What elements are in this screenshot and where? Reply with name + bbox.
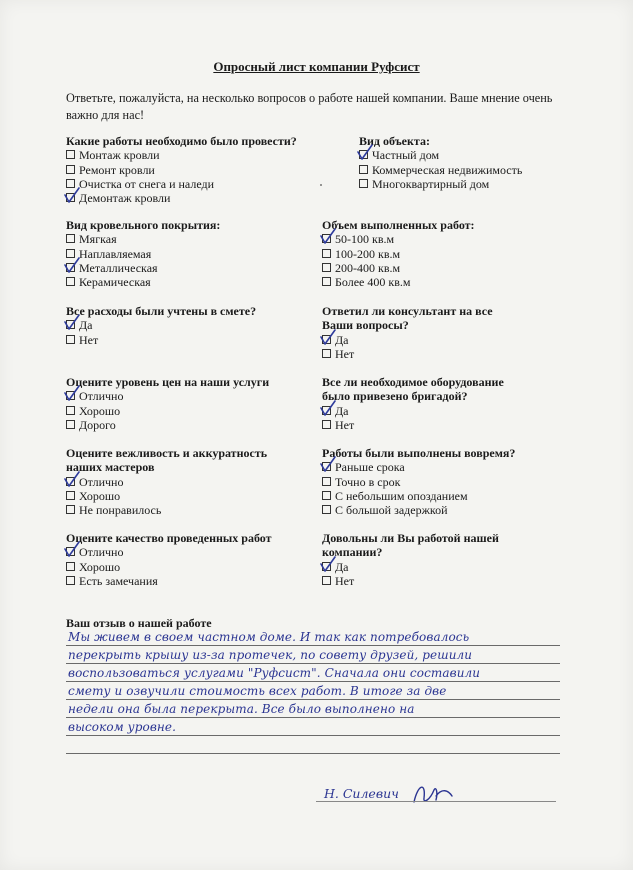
option-label: Точно в срок: [335, 474, 401, 489]
checkbox[interactable]: [66, 193, 75, 202]
checkbox[interactable]: [322, 462, 331, 471]
checkbox[interactable]: [66, 477, 75, 486]
option-200-400[interactable]: [322, 261, 475, 275]
checkbox[interactable]: [66, 491, 75, 500]
checkbox[interactable]: [66, 249, 75, 258]
checkbox[interactable]: [66, 420, 75, 429]
option-good[interactable]: [66, 404, 269, 418]
question-roof-type: [66, 218, 220, 289]
question-heading: Оцените уровень цен на наши услуги: [66, 375, 270, 389]
review-line-divider: [66, 735, 560, 736]
checkbox[interactable]: [66, 320, 75, 329]
checkbox[interactable]: [322, 505, 331, 514]
option-yes[interactable]: [66, 318, 256, 332]
option-50-100[interactable]: [322, 232, 475, 246]
question-heading-line1: Довольны ли Вы работой нашей: [322, 531, 499, 545]
option-label: Керамическая: [79, 275, 151, 290]
checkbox[interactable]: [359, 179, 368, 188]
option-label: 50-100 кв.м: [335, 232, 395, 247]
review-line-divider: [66, 699, 560, 700]
checkbox[interactable]: [66, 165, 75, 174]
question-satisfied: [322, 531, 499, 588]
option-label: Очистка от снега и наледи: [79, 176, 215, 191]
option-label: Многоквартирный дом: [372, 176, 490, 191]
question-work: [66, 134, 297, 205]
option-label: Да: [335, 403, 349, 418]
review-handwriting-line: смету и озвучили стоимость всех работ. В итоге за две: [68, 684, 447, 698]
signature-name: Н. Силевич: [324, 786, 399, 801]
checkbox[interactable]: [66, 505, 75, 514]
checkbox[interactable]: [322, 263, 331, 272]
question-heading-line1: Все ли необходимое оборудование: [322, 375, 504, 389]
option-disliked[interactable]: [66, 503, 267, 517]
option-big-delay[interactable]: [322, 503, 515, 517]
option-excellent[interactable]: [66, 545, 272, 559]
question-heading: Вид объекта:: [359, 134, 430, 148]
title-text: Опросный лист компании Руфсист: [213, 59, 420, 74]
review-line-divider: [66, 681, 560, 682]
checkbox[interactable]: [359, 165, 368, 174]
option-label: Более 400 кв.м: [335, 275, 411, 290]
option-label: С небольшим опозданием: [335, 488, 468, 503]
option-good[interactable]: [66, 560, 272, 574]
review-handwriting-line: Мы живем в своем частном доме. И так как потребовалось: [68, 630, 470, 644]
checkbox[interactable]: [322, 477, 331, 486]
checkbox[interactable]: [66, 263, 75, 272]
checkbox[interactable]: [66, 179, 75, 188]
option-yes[interactable]: [322, 560, 499, 574]
question-prices: [66, 375, 269, 432]
intro-text: Ответьте, пожалуйста, на несколько вопросов о работе нашей компании. Ваше мнение очень важно для нас!: [66, 91, 553, 122]
checkbox[interactable]: [66, 562, 75, 571]
question-heading: Все расходы были учтены в смете?: [66, 304, 257, 318]
speck: [320, 184, 322, 186]
option-label: Хорошо: [79, 488, 121, 503]
option-label: Ремонт кровли: [79, 162, 155, 177]
option-roof-repair[interactable]: [66, 163, 297, 177]
question-expenses: [66, 304, 256, 347]
checkbox[interactable]: [322, 277, 331, 286]
question-heading-line1: Ответил ли консультант на все: [322, 304, 493, 318]
option-label: Отлично: [79, 389, 124, 404]
option-label: Раньше срока: [335, 460, 405, 475]
question-heading-line1: Оцените вежливость и аккуратность: [66, 446, 268, 460]
option-label: Нет: [335, 417, 355, 432]
question-heading-line2: компании?: [322, 545, 383, 560]
question-consultant: [322, 304, 493, 361]
option-label: Да: [79, 318, 93, 333]
review-line-divider: [66, 645, 560, 646]
option-no[interactable]: [322, 574, 499, 588]
option-100-200[interactable]: [322, 247, 475, 261]
checkbox[interactable]: [66, 391, 75, 400]
question-heading-line2: Ваши вопросы?: [322, 318, 409, 333]
option-metal[interactable]: [66, 261, 220, 275]
option-label: Нет: [335, 573, 355, 588]
option-snow-cleaning[interactable]: [66, 177, 297, 191]
option-apartment-building[interactable]: [359, 177, 522, 191]
question-heading-line2: наших мастеров: [66, 460, 155, 475]
option-label: Нет: [79, 332, 99, 347]
checkbox[interactable]: [322, 420, 331, 429]
option-yes[interactable]: [322, 404, 504, 418]
checkbox[interactable]: [322, 249, 331, 258]
question-heading: Какие работы необходимо было провести?: [66, 134, 297, 148]
checkbox[interactable]: [322, 576, 331, 585]
checkbox[interactable]: [66, 576, 75, 585]
question-heading-line2: было привезено бригадой?: [322, 389, 468, 404]
checkbox[interactable]: [322, 349, 331, 358]
option-good[interactable]: [66, 489, 267, 503]
signature-flourish-icon: [408, 778, 468, 808]
option-label: Да: [335, 559, 349, 574]
option-early[interactable]: [322, 460, 515, 474]
question-heading: Вид кровельного покрытия:: [66, 218, 221, 232]
option-label: Монтаж кровли: [79, 148, 160, 163]
option-excellent[interactable]: [66, 475, 267, 489]
option-no[interactable]: [322, 347, 493, 361]
option-slight-delay[interactable]: [322, 489, 515, 503]
signature-line: [316, 801, 556, 802]
option-commercial[interactable]: [359, 163, 522, 177]
option-label: Частный дом: [372, 148, 440, 163]
option-label: Отлично: [79, 474, 124, 489]
option-soft[interactable]: [66, 232, 220, 246]
review-handwriting-line: перекрыть крышу из-за протечек, по совету друзей, решили: [68, 648, 473, 662]
checkbox[interactable]: [66, 547, 75, 556]
option-label: 100-200 кв.м: [335, 246, 401, 261]
review-handwriting-line: высоком уровне.: [68, 720, 177, 734]
checkbox[interactable]: [322, 406, 331, 415]
checkbox[interactable]: [322, 491, 331, 500]
checkbox[interactable]: [359, 150, 368, 159]
question-equipment: [322, 375, 504, 432]
option-expensive[interactable]: [66, 418, 269, 432]
option-label: С большой задержкой: [335, 503, 448, 518]
question-object-type: [359, 134, 522, 191]
question-heading: Объем выполненных работ:: [322, 218, 475, 232]
option-label: Хорошо: [79, 403, 121, 418]
option-roof-installation[interactable]: [66, 148, 297, 162]
checkbox[interactable]: [66, 150, 75, 159]
checkbox[interactable]: [322, 562, 331, 571]
option-over-400[interactable]: [322, 275, 475, 289]
option-on-time[interactable]: [322, 475, 515, 489]
checkbox[interactable]: [322, 335, 331, 344]
option-private-house[interactable]: [359, 148, 522, 162]
question-volume: [322, 218, 475, 289]
option-label: Дорого: [79, 417, 116, 432]
checkbox[interactable]: [322, 234, 331, 243]
option-label: Коммерческая недвижимость: [372, 162, 523, 177]
checkbox[interactable]: [66, 277, 75, 286]
option-excellent[interactable]: [66, 389, 269, 403]
option-has-remarks[interactable]: [66, 574, 272, 588]
option-label: 200-400 кв.м: [335, 260, 401, 275]
option-label: Демонтаж кровли: [79, 191, 171, 206]
review-line-divider: [66, 663, 560, 664]
page-title: [0, 59, 633, 75]
question-politeness: [66, 446, 267, 517]
option-yes[interactable]: [322, 333, 493, 347]
option-label: Металлическая: [79, 260, 158, 275]
option-ceramic[interactable]: [66, 275, 220, 289]
option-label: Есть замечания: [79, 573, 158, 588]
option-label: Да: [335, 332, 349, 347]
option-no[interactable]: [322, 418, 504, 432]
question-heading: Работы были выполнены вовремя?: [322, 446, 516, 460]
option-label: Наплавляемая: [79, 246, 152, 261]
option-fused[interactable]: [66, 247, 220, 261]
review-line-divider: [66, 717, 560, 718]
option-label: Хорошо: [79, 559, 121, 574]
checkbox[interactable]: [66, 335, 75, 344]
option-label: Нет: [335, 346, 355, 361]
review-label: Ваш отзыв о нашей работе: [66, 616, 212, 630]
question-quality: [66, 531, 272, 588]
option-no[interactable]: [66, 333, 256, 347]
question-timing: [322, 446, 515, 517]
question-heading: Оцените качество проведенных работ: [66, 531, 272, 545]
review-handwriting-line: воспользоваться услугами "Руфсист". Сначала они составили: [68, 666, 481, 680]
checkbox[interactable]: [66, 234, 75, 243]
review-handwriting-line: недели она была перекрыта. Все было выполнено на: [68, 702, 415, 716]
option-roof-dismantling[interactable]: [66, 191, 297, 205]
review-line-divider: [66, 753, 560, 754]
option-label: Не понравилось: [79, 503, 162, 518]
option-label: Мягкая: [79, 232, 117, 247]
option-label: Отлично: [79, 545, 124, 560]
checkbox[interactable]: [66, 406, 75, 415]
